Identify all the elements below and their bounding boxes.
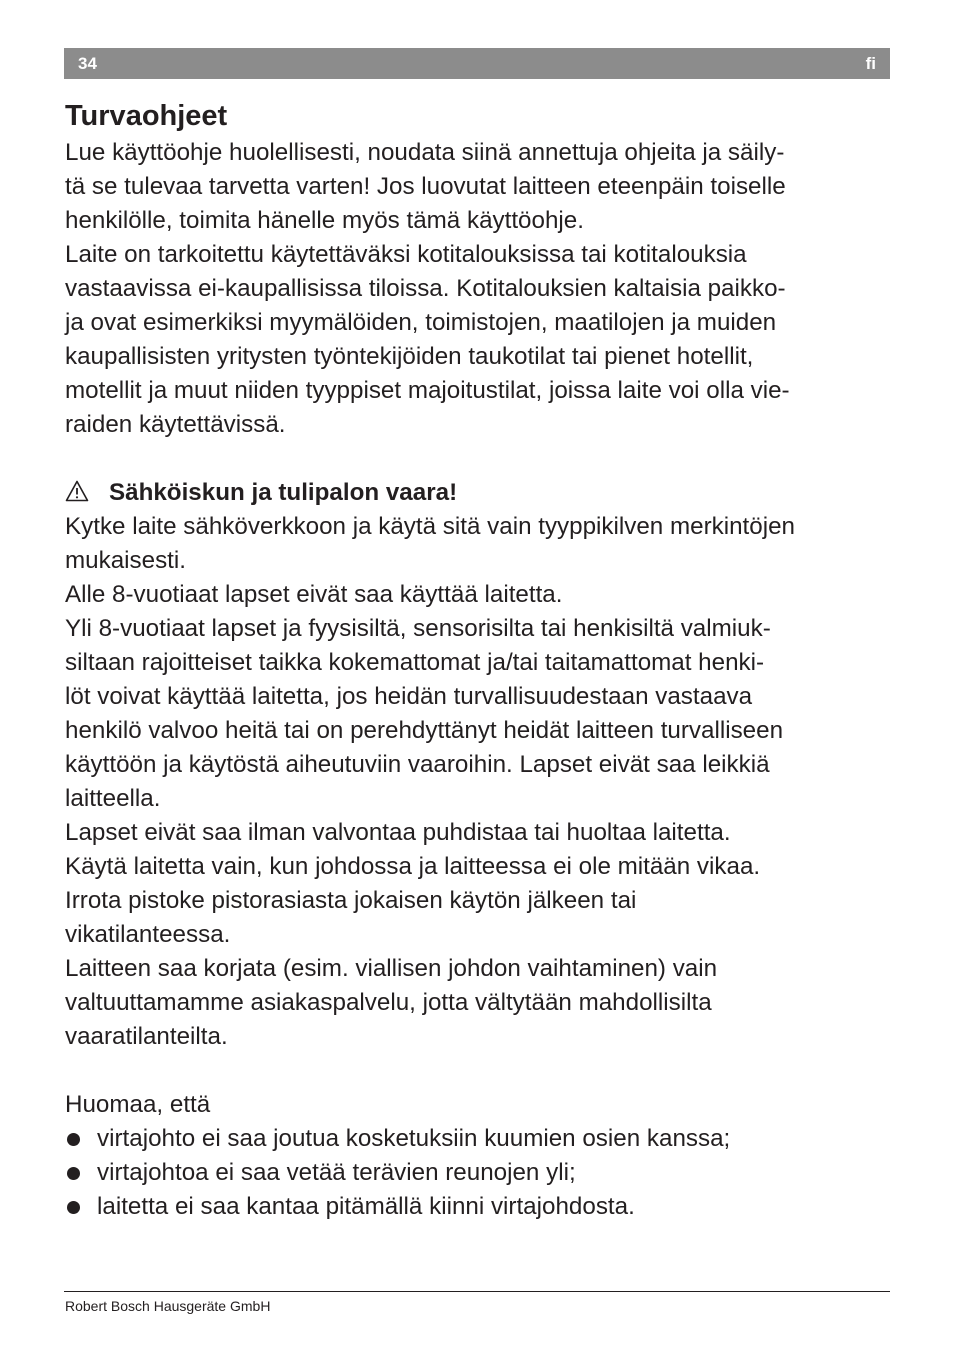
warning-paragraph-5: Käytä laitetta vain, kun johdossa ja laitteessa ei ole mitään vikaa. [65, 853, 761, 880]
list-item [65, 1122, 893, 1156]
intro-paragraph-1: Lue käyttöohje huolellisesti, noudata siinä annettuja ohjeita ja säily- tä se tulevaa tarvetta varten! Jos luovutat laitteen eteenpäin toiselle henkilölle, toimita hänelle myös tämä käyttöohje. [65, 139, 786, 234]
warning-paragraph-7: Laitteen saa korjata (esim. viallisen johdon vaihtaminen) vain valtuuttamamme asiakaspalvelu, jotta vältytään mahdollisilta vaaratilanteilta. [65, 955, 718, 1050]
bullet-dot-icon [67, 1133, 80, 1146]
warning-triangle-icon [65, 478, 89, 500]
warning-heading [65, 476, 893, 510]
list-item [65, 1156, 893, 1190]
warning-paragraph-1: Kytke laite sähköverkkoon ja käytä sitä vain tyyppikilven merkintöjen mukaisesti. [65, 513, 796, 574]
warning-paragraph-6: Irrota pistoke pistorasiasta jokaisen käytön jälkeen tai vikatilanteessa. [65, 887, 637, 948]
list-item-text: laitetta ei saa kantaa pitämällä kiinni virtajohdosta. [97, 1193, 635, 1220]
spacer [65, 442, 893, 476]
footer-company: Robert Bosch Hausgeräte GmbH [65, 1298, 271, 1314]
intro-paragraph-2: Laite on tarkoitettu käytettäväksi kotitalouksissa tai kotitalouksia vastaavissa ei-kaupallisissa tiloissa. Kotitalouksien kaltaisia paikko- ja ovat esimerkiksi myymälöiden, toimistojen, maatilojen ja muiden kaupallisisten yritysten työntekijöiden taukotilat tai pienet hotellit, motellit ja muut niiden tyyppiset majoitustilat, joissa laite voi olla vie- raiden käytettävissä. [65, 241, 790, 438]
note-bullet-list [65, 1122, 893, 1224]
warning-paragraph-3: Yli 8-vuotiaat lapset ja fyysisiltä, sensorisilta tai henkisiltä valmiuk- siltaan rajoitteiset taikka kokemattomat ja/tai taitamattomat henki- löt voivat käyttää laitetta, jos heidän turvallisuudestaan vastaava henkilö valvoo heitä tai on perehdyttänyt heidät laitteen turvalliseen käyttöön ja käytöstä aiheutuviin vaaroihin. Lapset eivät saa leikkiä laitteella. [65, 615, 784, 812]
bullet-dot-icon [67, 1167, 80, 1180]
page-header-bar [64, 48, 890, 79]
warning-heading-text: Sähköiskun ja tulipalon vaara! [109, 479, 458, 506]
list-item [65, 1190, 893, 1224]
bullet-dot-icon [67, 1201, 80, 1214]
list-item-text: virtajohtoa ei saa vetää terävien reunojen yli; [97, 1159, 576, 1186]
warning-paragraph-2: Alle 8-vuotiaat lapset eivät saa käyttää laitetta. [65, 581, 563, 608]
page-content [65, 96, 893, 1224]
note-intro: Huomaa, että [65, 1091, 211, 1118]
spacer [65, 1054, 893, 1088]
language-code: fi [865, 54, 876, 73]
page-number: 34 [78, 54, 97, 73]
list-item-text: virtajohto ei saa joutua kosketuksiin kuumien osien kanssa; [97, 1125, 731, 1152]
section-title: Turvaohjeet [65, 100, 228, 132]
footer-divider [64, 1291, 890, 1292]
warning-paragraph-4: Lapset eivät saa ilman valvontaa puhdistaa tai huoltaa laitetta. [65, 819, 731, 846]
